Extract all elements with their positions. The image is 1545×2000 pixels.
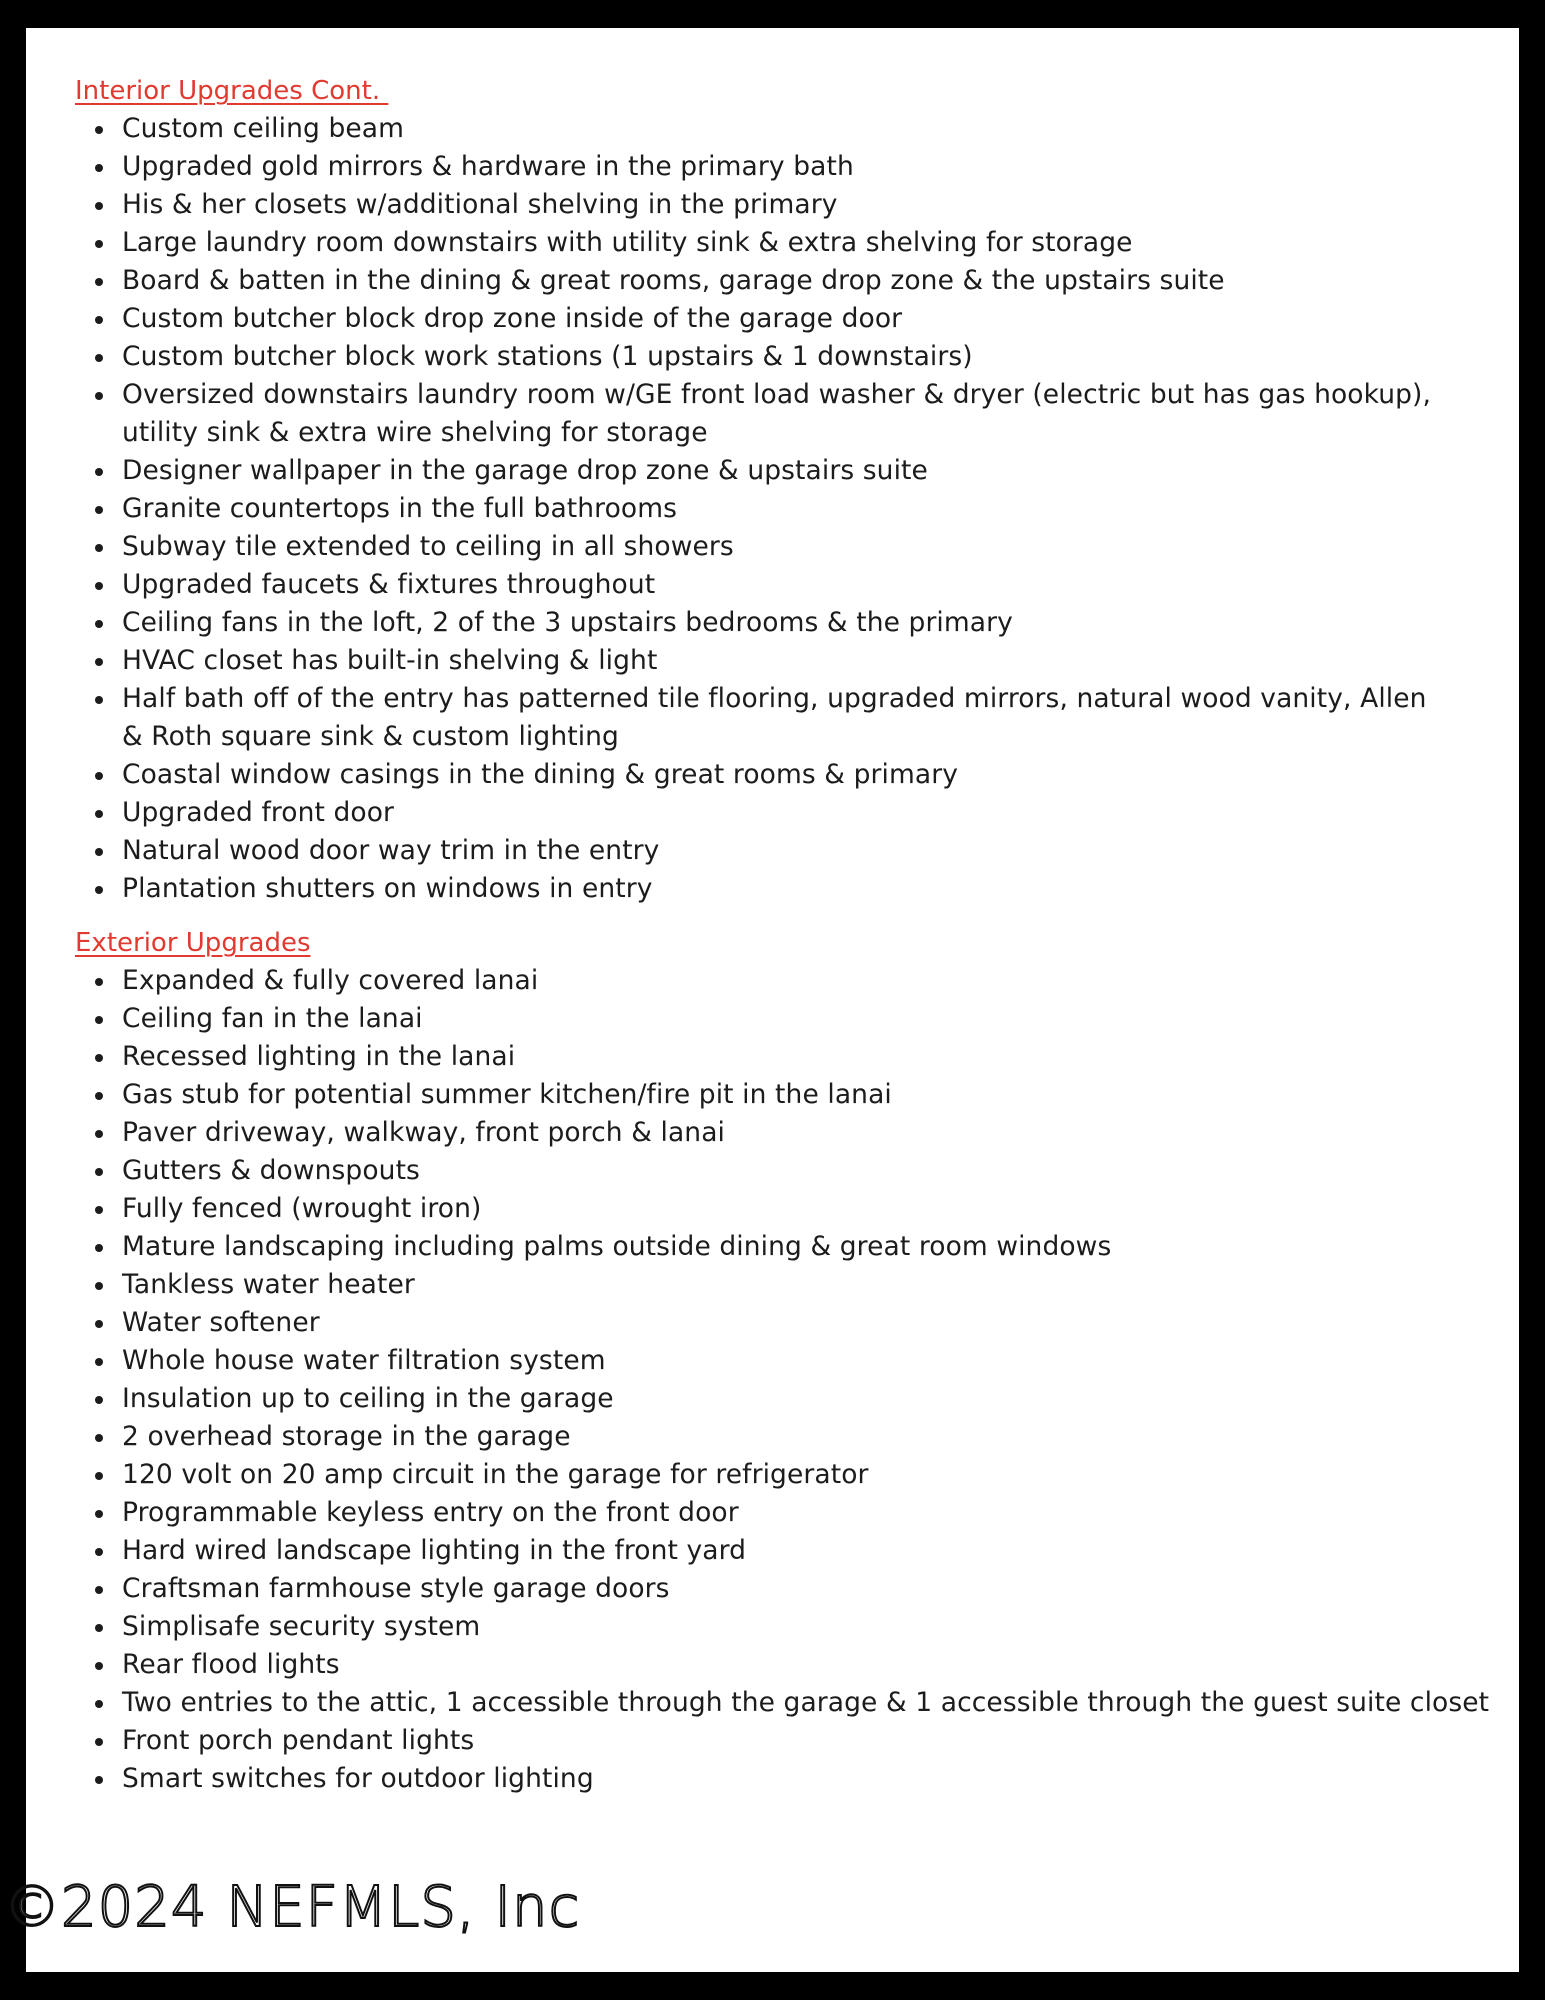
list-item: Coastal window casings in the dining & great rooms & primary: [75, 756, 1515, 794]
list-item: Natural wood door way trim in the entry: [75, 832, 1515, 870]
list-item: Custom ceiling beam: [75, 110, 1515, 148]
interior-upgrades-heading: Interior Upgrades Cont.: [75, 76, 389, 106]
list-item: Plantation shutters on windows in entry: [75, 870, 1515, 908]
list-item: Half bath off of the entry has patterned tile flooring, upgraded mirrors, natural wood vanity, Allen & Roth square sink & custom lighting: [75, 680, 1515, 756]
list-item: Insulation up to ceiling in the garage: [75, 1380, 1515, 1418]
list-item: 120 volt on 20 amp circuit in the garage for refrigerator: [75, 1456, 1515, 1494]
exterior-upgrades-list: [75, 962, 1515, 1798]
list-item: Whole house water filtration system: [75, 1342, 1515, 1380]
list-item: Board & batten in the dining & great rooms, garage drop zone & the upstairs suite: [75, 262, 1515, 300]
list-item: Ceiling fans in the loft, 2 of the 3 upstairs bedrooms & the primary: [75, 604, 1515, 642]
list-item: Tankless water heater: [75, 1266, 1515, 1304]
list-item: Two entries to the attic, 1 accessible through the garage & 1 accessible through the guest suite closet: [75, 1684, 1515, 1722]
list-item: Designer wallpaper in the garage drop zone & upstairs suite: [75, 452, 1515, 490]
list-item: Simplisafe security system: [75, 1608, 1515, 1646]
list-item: Oversized downstairs laundry room w/GE front load washer & dryer (electric but has gas hookup), utility sink & extra wire shelving for storage: [75, 376, 1515, 452]
list-item: Upgraded front door: [75, 794, 1515, 832]
document-page: [26, 28, 1519, 1972]
list-item: Granite countertops in the full bathrooms: [75, 490, 1515, 528]
list-item: His & her closets w/additional shelving in the primary: [75, 186, 1515, 224]
list-item: Craftsman farmhouse style garage doors: [75, 1570, 1515, 1608]
list-item: HVAC closet has built-in shelving & light: [75, 642, 1515, 680]
list-item: Gas stub for potential summer kitchen/fire pit in the lanai: [75, 1076, 1515, 1114]
list-item: Mature landscaping including palms outside dining & great room windows: [75, 1228, 1515, 1266]
list-item: 2 overhead storage in the garage: [75, 1418, 1515, 1456]
list-item: Rear flood lights: [75, 1646, 1515, 1684]
list-item: Upgraded faucets & fixtures throughout: [75, 566, 1515, 604]
copyright-watermark: ©2024 NEFMLS, Inc: [4, 1875, 581, 1940]
list-item: Large laundry room downstairs with utility sink & extra shelving for storage: [75, 224, 1515, 262]
list-item: Ceiling fan in the lanai: [75, 1000, 1515, 1038]
list-item: Expanded & fully covered lanai: [75, 962, 1515, 1000]
list-item: Paver driveway, walkway, front porch & lanai: [75, 1114, 1515, 1152]
list-item: Water softener: [75, 1304, 1515, 1342]
list-item: Hard wired landscape lighting in the front yard: [75, 1532, 1515, 1570]
document-content: [75, 72, 1515, 1798]
list-item: Programmable keyless entry on the front door: [75, 1494, 1515, 1532]
list-item: Custom butcher block work stations (1 upstairs & 1 downstairs): [75, 338, 1515, 376]
section-spacer: [75, 908, 1515, 924]
interior-upgrades-list: [75, 110, 1515, 908]
list-item: Smart switches for outdoor lighting: [75, 1760, 1515, 1798]
list-item: Fully fenced (wrought iron): [75, 1190, 1515, 1228]
exterior-upgrades-heading: Exterior Upgrades: [75, 928, 311, 958]
list-item: Subway tile extended to ceiling in all showers: [75, 528, 1515, 566]
list-item: Gutters & downspouts: [75, 1152, 1515, 1190]
list-item: Upgraded gold mirrors & hardware in the primary bath: [75, 148, 1515, 186]
list-item: Custom butcher block drop zone inside of the garage door: [75, 300, 1515, 338]
list-item: Front porch pendant lights: [75, 1722, 1515, 1760]
list-item: Recessed lighting in the lanai: [75, 1038, 1515, 1076]
